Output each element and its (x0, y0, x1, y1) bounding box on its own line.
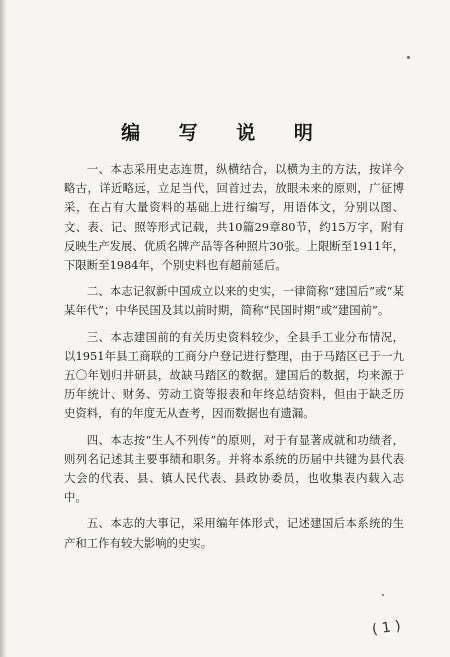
paragraph-5: 五、本志的大事记，采用编年体形式，记述建国后本系统的生产和工作有较大影响的史实。 (64, 516, 404, 550)
scan-edge-shadow (0, 0, 7, 657)
paragraph-3: 三、本志建国前的有关历史资料较少，全县手工业分布情况，以1951年县工商联的工商分户登记进行整理，由于马踏区已于一九五〇年划归井研县，故缺马踏区的数据。建国后的数据，均来源于历年统计、财务、劳动工资等报表和年终总结资料，但由于缺乏历史资料，有的年度无从查考，因而数据也有遗漏。 (64, 329, 404, 421)
document-body (64, 160, 404, 560)
paragraph-4: 四、本志按“生人不列传”的原则，对于有显著成就和功绩者，则列名记述其主要事绩和职务。并将本系统的历届中共键为县代表大会的代表、县、镇人民代表、县政协委员，也收集表内载入志中。 (64, 432, 404, 505)
scan-speck (382, 594, 384, 596)
paragraph-2: 二、本志记叙新中国成立以来的史实，一律简称“建国后”或“某某年代”；中华民国及其以前时期，简称“民国时期”或“建国前”。 (64, 284, 404, 318)
page-title: 编 写 说 明 (121, 122, 329, 144)
paragraph-1: 一、本志采用史志连贯，纵横结合，以横为主的方法，按详今略古，详近略远，立足当代，回首过去，放眼未来的原则，广征博采，在占有大量资料的基础上进行编写，用语体文，分别以图、文、表、记、照等形式记载，共10篇29章80节，约15万字，附有反映生产发展、优质名牌产品等各种照片30张。上限断至1911年，下限断至1984年，个别史料也有超前延后。 (64, 162, 404, 273)
page-number-mark: ( 1 ) (371, 618, 402, 638)
scan-speck (407, 56, 410, 59)
